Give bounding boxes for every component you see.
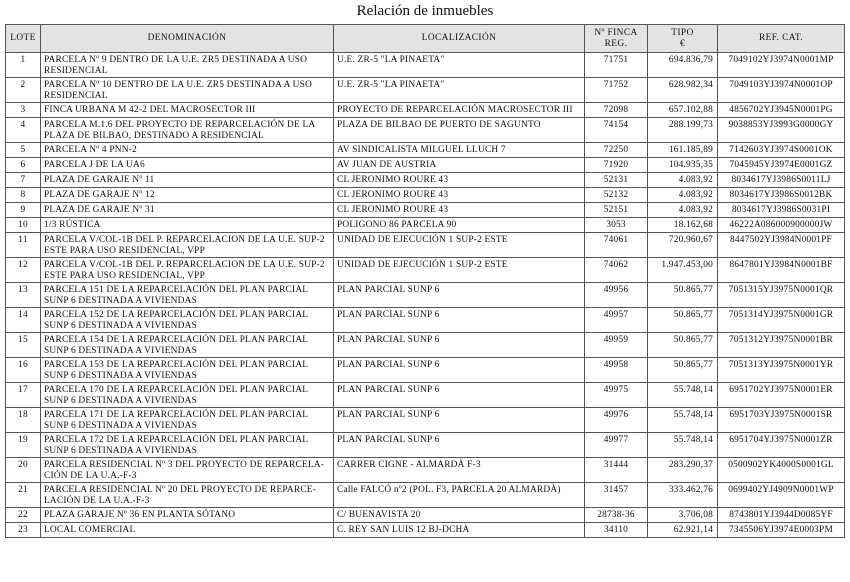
header-finca-line1: Nº FINCA: [594, 27, 638, 38]
localizacion-cell: PLAN PARCIAL SUNP 6: [334, 358, 585, 383]
table-row: [6, 143, 845, 158]
denominacion-cell: PARCELA V/COL-1B DEL P. REPARCELACION DE LA U.E. SUP-2 ESTE PARA USO RESIDENCIAL, VPP: [41, 258, 334, 283]
tipo-cell: 50.865,77: [648, 308, 718, 333]
tipo-cell: 55.748,14: [648, 383, 718, 408]
lote-cell: 1: [6, 53, 41, 78]
lote-cell: 21: [6, 483, 41, 508]
table-row: [6, 333, 845, 358]
ref-cat-cell: 9038853YJ3993G0000GY: [718, 118, 845, 143]
denominacion-cell: PLAZA GARAJE Nº 36 EN PLANTA SÓTANO: [41, 508, 334, 523]
table-header: [6, 25, 845, 53]
lote-cell: 20: [6, 458, 41, 483]
denominacion-cell: PARCELA V/COL-1B DEL P. REPARCELACION DE LA U.E. SUP-2 ESTE PARA USO RESIDENCIAL, VPP: [41, 233, 334, 258]
ref-cat-cell: 0699402YJ4909N0001WP: [718, 483, 845, 508]
tipo-cell: 333.462,76: [648, 483, 718, 508]
ref-cat-cell: 7345506YJ3974E0003PM: [718, 523, 845, 538]
table-row: [6, 433, 845, 458]
denominacion-cell: PARCELA Nº 4 PNN-2: [41, 143, 334, 158]
tipo-cell: 50.865,77: [648, 283, 718, 308]
lote-cell: 3: [6, 103, 41, 118]
finca-cell: 74061: [585, 233, 648, 258]
lote-cell: 16: [6, 358, 41, 383]
localizacion-cell: CARRER CIGNE - ALMARDÀ F-3: [334, 458, 585, 483]
finca-cell: 49958: [585, 358, 648, 383]
ref-cat-cell: 7051313YJ3975N0001YR: [718, 358, 845, 383]
table-row: [6, 103, 845, 118]
table-row: [6, 53, 845, 78]
localizacion-cell: PLAN PARCIAL SUNP 6: [334, 308, 585, 333]
lote-cell: 6: [6, 158, 41, 173]
lote-cell: 13: [6, 283, 41, 308]
lote-cell: 10: [6, 218, 41, 233]
table-row: [6, 358, 845, 383]
ref-cat-cell: 7045945YJ3974E0001GZ: [718, 158, 845, 173]
denominacion-cell: PARCELA M.1.6 DEL PROYECTO DE REPARCELACIÓN DE LA PLAZA DE BILBAO, DESTINADO A RESIDENCIAL: [41, 118, 334, 143]
table-row: [6, 508, 845, 523]
table-row: [6, 483, 845, 508]
ref-cat-cell: 8447502YJ3984N0001PF: [718, 233, 845, 258]
denominacion-cell: PLAZA DE GARAJE Nº 31: [41, 203, 334, 218]
lote-cell: 14: [6, 308, 41, 333]
localizacion-cell: PLAN PARCIAL SUNP 6: [334, 408, 585, 433]
localizacion-cell: PLAN PARCIAL SUNP 6: [334, 383, 585, 408]
tipo-cell: 628.982,34: [648, 78, 718, 103]
tipo-cell: 18.162,68: [648, 218, 718, 233]
finca-cell: 52132: [585, 188, 648, 203]
denominacion-cell: PARCELA Nº 10 DENTRO DE LA U.E. ZR5 DESTINADA A USO RESIDENCIAL: [41, 78, 334, 103]
ref-cat-cell: 6951704YJ3975N0001ZR: [718, 433, 845, 458]
header-tipo-line2: €: [679, 38, 686, 49]
finca-cell: 3053: [585, 218, 648, 233]
ref-cat-cell: 7051314YJ3975N0001GR: [718, 308, 845, 333]
ref-cat-cell: 46222A086000900000JW: [718, 218, 845, 233]
table-row: [6, 118, 845, 143]
ref-cat-cell: 8647801YJ3984N0001BF: [718, 258, 845, 283]
denominacion-cell: LOCAL COMERCIAL: [41, 523, 334, 538]
denominacion-cell: PARCELA J DE LA UA6: [41, 158, 334, 173]
finca-cell: 52151: [585, 203, 648, 218]
localizacion-cell: AV SINDICALISTA MILGUEL LLUCH 7: [334, 143, 585, 158]
table-row: [6, 408, 845, 433]
localizacion-cell: C. REY SAN LUIS 12 BJ-DCHA: [334, 523, 585, 538]
denominacion-cell: PARCELA 153 DE LA REPARCELACIÓN DEL PLAN PARCIAL SUNP 6 DESTINADA A VIVIENDAS: [41, 358, 334, 383]
lote-cell: 7: [6, 173, 41, 188]
finca-cell: 74154: [585, 118, 648, 143]
finca-cell: 71751: [585, 53, 648, 78]
table-row: [6, 188, 845, 203]
ref-cat-cell: 6951703YJ3975N0001SR: [718, 408, 845, 433]
denominacion-cell: PARCELA 172 DE LA REPARCELACIÓN DEL PLAN PARCIAL SUNP 6 DESTINADA A VIVIENDAS: [41, 433, 334, 458]
header-localizacion: LOCALIZACIÓN: [334, 25, 585, 53]
localizacion-cell: POLIGONO 86 PARCELA 90: [334, 218, 585, 233]
inmuebles-table: [5, 24, 845, 538]
finca-cell: 71920: [585, 158, 648, 173]
localizacion-cell: U.E. ZR-5 "LA PINAETA": [334, 53, 585, 78]
header-denominacion: DENOMINACIÓN: [41, 25, 334, 53]
finca-cell: 34110: [585, 523, 648, 538]
finca-cell: 49977: [585, 433, 648, 458]
lote-cell: 12: [6, 258, 41, 283]
tipo-cell: 657.102,88: [648, 103, 718, 118]
localizacion-cell: C/ BUENAVISTA 20: [334, 508, 585, 523]
denominacion-cell: PLAZA DE GARAJE Nº 11: [41, 173, 334, 188]
localizacion-cell: PLAN PARCIAL SUNP 6: [334, 283, 585, 308]
finca-cell: 31457: [585, 483, 648, 508]
table-row: [6, 78, 845, 103]
tipo-cell: 50.865,77: [648, 333, 718, 358]
localizacion-cell: PROYECTO DE REPARCELACIÓN MACROSECTOR III: [334, 103, 585, 118]
lote-cell: 4: [6, 118, 41, 143]
table-row: [6, 158, 845, 173]
localizacion-cell: PLAZA DE BILBAO DE PUERTO DE SAGUNTO: [334, 118, 585, 143]
ref-cat-cell: 7049102YJ3974N0001MP: [718, 53, 845, 78]
lote-cell: 17: [6, 383, 41, 408]
tipo-cell: 55.748,14: [648, 408, 718, 433]
table-row: [6, 308, 845, 333]
tipo-cell: 55.748,14: [648, 433, 718, 458]
lote-cell: 18: [6, 408, 41, 433]
tipo-cell: 62.921,14: [648, 523, 718, 538]
header-lote: LOTE: [6, 25, 41, 53]
ref-cat-cell: 4856702YJ3945N0001PG: [718, 103, 845, 118]
table-row: [6, 283, 845, 308]
denominacion-cell: PLAZA DE GARAJE Nº 12: [41, 188, 334, 203]
finca-cell: 74062: [585, 258, 648, 283]
tipo-cell: 4.083,92: [648, 188, 718, 203]
localizacion-cell: AV JUAN DE AUSTRIA: [334, 158, 585, 173]
denominacion-cell: PARCELA 151 DE LA REPARCELACIÓN DEL PLAN PARCIAL SUNP 6 DESTINADA A VIVIENDAS: [41, 283, 334, 308]
localizacion-cell: Calle FALCÓ nº2 (POL. F3, PARCELA 20 ALMARDÀ): [334, 483, 585, 508]
denominacion-cell: PARCELA 154 DE LA REPARCELACIÓN DEL PLAN PARCIAL SUNP 6 DESTINADA A VIVIENDAS: [41, 333, 334, 358]
header-finca-line2: REG.: [604, 38, 628, 49]
finca-cell: 28738-36: [585, 508, 648, 523]
localizacion-cell: CL JERONIMO ROURE 43: [334, 203, 585, 218]
ref-cat-cell: 7049103YJ3974N0001OP: [718, 78, 845, 103]
tipo-cell: 3.706,08: [648, 508, 718, 523]
finca-cell: 49975: [585, 383, 648, 408]
finca-cell: 49956: [585, 283, 648, 308]
finca-cell: 31444: [585, 458, 648, 483]
denominacion-cell: PARCELA RESIDENCIAL Nº 3 DEL PROYECTO DE REPARCELA-CIÓN DE LA U.A.-F-3: [41, 458, 334, 483]
table-row: [6, 233, 845, 258]
denominacion-cell: PARCELA Nº 9 DENTRO DE LA U.E. ZR5 DESTINADA A USO RESIDENCIAL: [41, 53, 334, 78]
lote-cell: 23: [6, 523, 41, 538]
lote-cell: 15: [6, 333, 41, 358]
localizacion-cell: PLAN PARCIAL SUNP 6: [334, 433, 585, 458]
table-body: [6, 53, 845, 538]
localizacion-cell: CL JERONIMO ROURE 43: [334, 188, 585, 203]
finca-cell: 72250: [585, 143, 648, 158]
table-row: [6, 383, 845, 408]
lote-cell: 2: [6, 78, 41, 103]
denominacion-cell: PARCELA RESIDENCIAL Nº 20 DEL PROYECTO DE REPARCE-LACIÓN DE LA U.A.-F-3: [41, 483, 334, 508]
finca-cell: 52131: [585, 173, 648, 188]
denominacion-cell: FINCA URBANA M 42-2 DEL MACROSECTOR III: [41, 103, 334, 118]
table-row: [6, 203, 845, 218]
header-tipo-line1: TIPO: [671, 27, 694, 38]
tipo-cell: 104.935,35: [648, 158, 718, 173]
lote-cell: 19: [6, 433, 41, 458]
table-row: [6, 173, 845, 188]
lote-cell: 22: [6, 508, 41, 523]
table-row: [6, 218, 845, 233]
ref-cat-cell: 0500902YK4000S0001GL: [718, 458, 845, 483]
finca-cell: 49957: [585, 308, 648, 333]
tipo-cell: 161.185,89: [648, 143, 718, 158]
tipo-cell: 720.960,67: [648, 233, 718, 258]
localizacion-cell: UNIDAD DE EJECUCIÓN 1 SUP-2 ESTE: [334, 233, 585, 258]
header-tipo: [648, 25, 718, 53]
finca-cell: 49976: [585, 408, 648, 433]
ref-cat-cell: 6951702YJ3975N0001ER: [718, 383, 845, 408]
tipo-cell: 50.865,77: [648, 358, 718, 383]
tipo-cell: 694.836,79: [648, 53, 718, 78]
tipo-cell: 1.947.453,00: [648, 258, 718, 283]
localizacion-cell: CL JERONIMO ROURE 43: [334, 173, 585, 188]
denominacion-cell: 1/3 RÚSTICA: [41, 218, 334, 233]
localizacion-cell: PLAN PARCIAL SUNP 6: [334, 333, 585, 358]
table-row: [6, 458, 845, 483]
denominacion-cell: PARCELA 152 DE LA REPARCELACIÓN DEL PLAN PARCIAL SUNP 6 DESTINADA A VIVIENDAS: [41, 308, 334, 333]
header-row: [6, 25, 845, 53]
table-row: [6, 523, 845, 538]
ref-cat-cell: 7051315YJ3975N0001QR: [718, 283, 845, 308]
lote-cell: 11: [6, 233, 41, 258]
tipo-cell: 283.290,37: [648, 458, 718, 483]
ref-cat-cell: 8034617YJ3986S0011LJ: [718, 173, 845, 188]
table-row: [6, 258, 845, 283]
tipo-cell: 4.083,92: [648, 203, 718, 218]
localizacion-cell: UNIDAD DE EJECUCIÓN 1 SUP-2 ESTE: [334, 258, 585, 283]
ref-cat-cell: 7142603YJ3974S0001OK: [718, 143, 845, 158]
ref-cat-cell: 8743801YJ3944D0085YF: [718, 508, 845, 523]
ref-cat-cell: 7051312YJ3975N0001BR: [718, 333, 845, 358]
finca-cell: 72098: [585, 103, 648, 118]
ref-cat-cell: 8034617YJ3986S0031PI: [718, 203, 845, 218]
header-finca: [585, 25, 648, 53]
lote-cell: 9: [6, 203, 41, 218]
finca-cell: 49959: [585, 333, 648, 358]
tipo-cell: 288.199,73: [648, 118, 718, 143]
lote-cell: 8: [6, 188, 41, 203]
header-ref-cat: REF. CAT.: [718, 25, 845, 53]
finca-cell: 71752: [585, 78, 648, 103]
document-title: Relación de inmuebles: [356, 3, 494, 19]
tipo-cell: 4.083,92: [648, 173, 718, 188]
denominacion-cell: PARCELA 171 DE LA REPARCELACIÓN DEL PLAN PARCIAL SUNP 6 DESTINADA A VIVIENDAS: [41, 408, 334, 433]
ref-cat-cell: 8034617YJ3986S0012BK: [718, 188, 845, 203]
denominacion-cell: PARCELA 170 DE LA REPARCELACIÓN DEL PLAN PARCIAL SUNP 6 DESTINADA A VIVIENDAS: [41, 383, 334, 408]
localizacion-cell: U.E. ZR-5 "LA PINAETA": [334, 78, 585, 103]
lote-cell: 5: [6, 143, 41, 158]
